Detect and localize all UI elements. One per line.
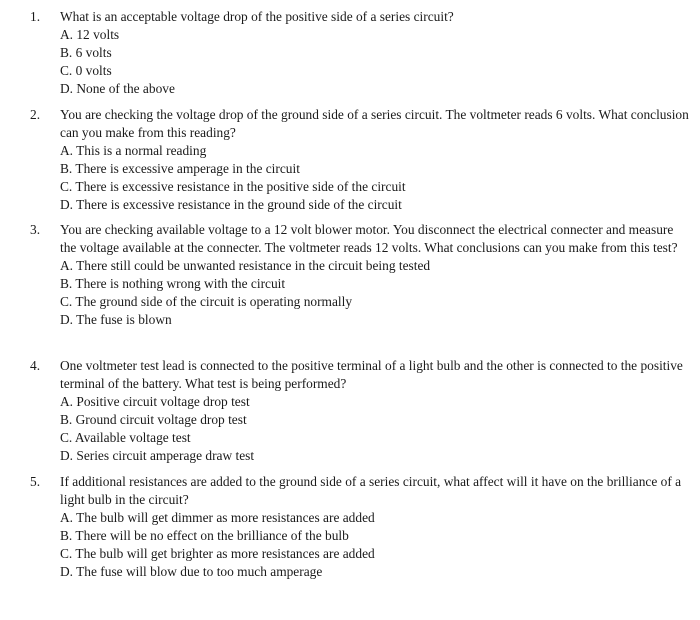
question-text: What is an acceptable voltage drop of the positive side of a series circuit? <box>60 9 454 24</box>
question-number: 5. <box>30 474 41 489</box>
question-2 <box>28 106 692 214</box>
question-number: 4. <box>30 358 41 373</box>
answer-options <box>60 393 692 465</box>
question-1 <box>28 8 692 98</box>
answer-option-a: A. Positive circuit voltage drop test <box>60 394 250 409</box>
answer-option-d: D. The fuse will blow due to too much amperage <box>60 564 323 579</box>
question-text: One voltmeter test lead is connected to the positive terminal of a light bulb and the other is connected to the positive terminal of the battery. What test is being performed? <box>60 358 683 391</box>
question-number: 1. <box>30 9 41 24</box>
answer-options <box>60 509 692 581</box>
answer-option-b: B. 6 volts <box>60 45 112 60</box>
question-number: 3. <box>30 222 41 237</box>
answer-option-d: D. There is excessive resistance in the ground side of the circuit <box>60 197 402 212</box>
answer-option-c: C. The ground side of the circuit is operating normally <box>60 294 353 309</box>
answer-option-c: C. There is excessive resistance in the positive side of the circuit <box>60 179 406 194</box>
answer-option-b: B. There is excessive amperage in the circuit <box>60 161 300 176</box>
answer-option-d: D. Series circuit amperage draw test <box>60 448 255 463</box>
answer-options <box>60 142 692 214</box>
answer-option-b: B. There is nothing wrong with the circuit <box>60 276 286 291</box>
answer-options <box>60 26 692 98</box>
answer-option-b: B. Ground circuit voltage drop test <box>60 412 247 427</box>
answer-option-a: A. The bulb will get dimmer as more resistances are added <box>60 510 375 525</box>
answer-option-a: A. This is a normal reading <box>60 143 207 158</box>
question-5 <box>28 473 692 581</box>
answer-option-a: A. 12 volts <box>60 27 120 42</box>
answer-option-b: B. There will be no effect on the brilliance of the bulb <box>60 528 349 543</box>
answer-options <box>60 257 692 329</box>
answer-option-d: D. None of the above <box>60 81 175 96</box>
answer-option-a: A. There still could be unwanted resistance in the circuit being tested <box>60 258 431 273</box>
question-number: 2. <box>30 107 41 122</box>
question-text: You are checking the voltage drop of the ground side of a series circuit. The voltmeter reads 6 volts. What conclusion can you make from this reading? <box>60 107 689 140</box>
answer-option-c: C. The bulb will get brighter as more resistances are added <box>60 546 375 561</box>
question-text: If additional resistances are added to the ground side of a series circuit, what affect will it have on the brilliance of a light bulb in the circuit? <box>60 474 682 507</box>
question-3 <box>28 221 692 329</box>
answer-option-c: C. 0 volts <box>60 63 112 78</box>
question-4 <box>28 357 692 465</box>
answer-option-c: C. Available voltage test <box>60 430 191 445</box>
answer-option-d: D. The fuse is blown <box>60 312 172 327</box>
question-text: You are checking available voltage to a 12 volt blower motor. You disconnect the electrical connecter and measure the voltage available at the connecter. The voltmeter reads 12 volts. What conclusions can you make from this test? <box>60 222 678 255</box>
